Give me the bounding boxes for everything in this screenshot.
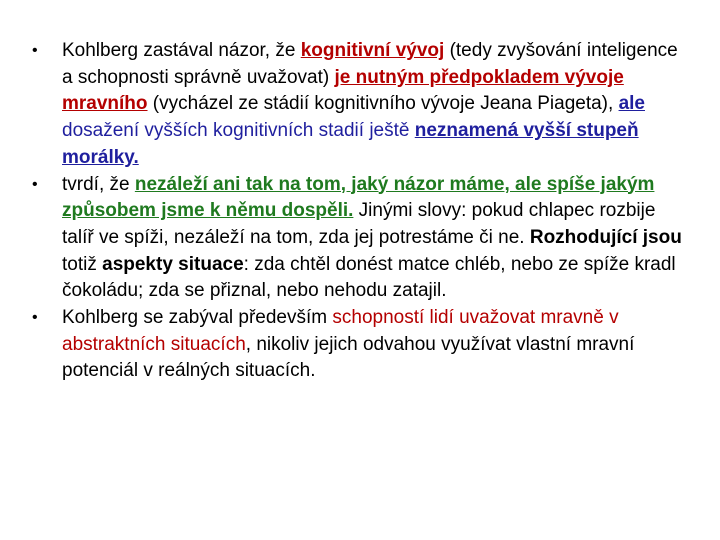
text-segment: (vycházel ze stádií kognitivního vývoje Jeana Piageta), [147,93,619,115]
text-segment: , nikoliv jejich odvahou využívat vlastní mravní potenciál v reálných situacích. [62,333,635,382]
text-segment: : zda chtěl donést matce chléb, nebo ze spíže kradl čokoládu; zda se přiznal, nebo nehodu zatajil. [62,253,676,302]
highlight-not-higher-morality: neznamená vyšší stupeň morálky. [62,120,639,168]
bullet-dot-icon: • [32,42,38,59]
bullet-item-1 [32,38,692,172]
text-segment: (tedy zvyšování inteligence a schopnosti správně uvažovat) [62,40,678,88]
text-segment: Jinými slovy: pokud chlapec rozbije talíř ve spíži, nezáleží na tom, zda jej potrestáme či ne. [62,200,656,248]
highlight-prerequisite: je nutným předpokladem vývoje mravního [62,66,624,115]
highlight-cognitive-development: kognitivní vývoj [300,40,445,61]
bold-decisive: Rozhodující jsou [529,226,682,248]
highlight-abstract-reasoning: schopností lidí uvažovat mravně v abstraktních situacích [62,307,619,355]
bullet-dot-icon: • [32,175,38,193]
text-segment-blue: dosažení vyšších kognitivních stadií ještě [62,120,415,142]
text-segment: Kohlberg se zabýval především [62,307,333,329]
bullet-list [32,38,692,385]
bullet-item-3 [32,305,692,385]
text-segment: Kohlberg zastával názor, že [62,40,301,61]
highlight-how-we-arrived: nezáleží ani tak na tom, jaký názor máme, ale spíše jakým způsobem jsme k němu dospěli. [62,173,655,222]
text-segment: tvrdí, že [62,173,135,195]
bullet-item-2 [32,172,692,306]
highlight-but: ale [618,93,645,115]
bold-situation-aspects: aspekty situace [102,253,244,275]
bullet-dot-icon: • [32,309,38,327]
text-segment: totiž [62,253,103,275]
